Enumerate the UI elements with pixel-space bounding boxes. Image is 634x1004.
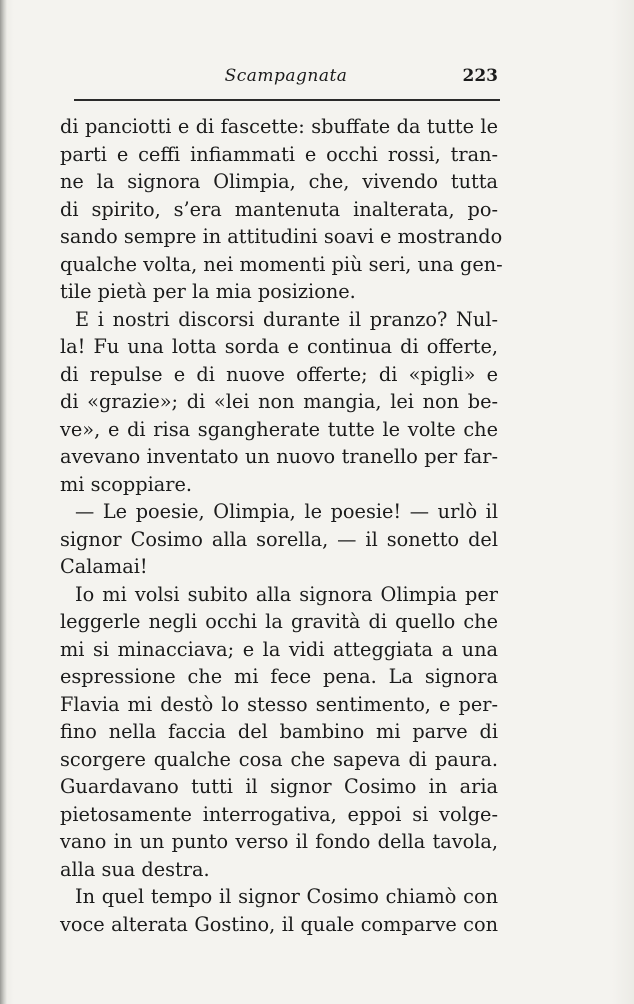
text-line: fino nella faccia del bambino mi parve di	[60, 720, 498, 743]
text-line: di panciotti e di fascette: sbuffate da tutte le	[60, 115, 498, 138]
text-line: Calamai!	[60, 555, 148, 578]
page-spine-shadow	[0, 0, 7, 1004]
text-line: la! Fu una lotta sorda e continua di offerte,	[60, 335, 498, 358]
text-line: parti e ceffi infiammati e occhi rossi, tran-	[60, 142, 498, 166]
text-line: Flavia mi destò lo stesso sentimento, e per-	[60, 692, 498, 716]
running-title: Scampagnata	[224, 66, 348, 86]
text-line: di repulse e di nuove offerte; di «pigli» e	[60, 362, 498, 386]
text-line: leggerle negli occhi la gravità di quello che	[60, 610, 498, 633]
text-line: ve», e di risa sgangherate tutte le volte che	[60, 417, 498, 441]
text-line: signor Cosimo alla sorella, — il sonetto del	[60, 527, 498, 551]
text-line: Guardavano tutti il signor Cosimo in aria	[60, 775, 498, 798]
text-line: mi scoppiare.	[60, 472, 192, 496]
text-line: di «grazie»; di «lei non mangia, lei non be-	[60, 390, 498, 413]
page-number: 223	[462, 66, 498, 86]
page-header	[74, 62, 498, 92]
text-line: pietosamente interrogativa, eppoi si volge-	[60, 802, 498, 826]
text-line: Io mi volsi subito alla signora Olimpia per	[75, 582, 498, 606]
text-line: sando sempre in attitudini soavi e mostrando	[60, 225, 503, 248]
text-line: voce alterata Gostino, il quale comparve con	[60, 912, 498, 936]
text-line: ne la signora Olimpia, che, vivendo tutta	[60, 170, 498, 193]
text-line: di spirito, s’era mantenuta inalterata, po-	[60, 197, 498, 221]
body-text	[60, 113, 503, 938]
text-line: avevano inventato un nuovo tranello per far-	[60, 445, 498, 468]
text-line: tile pietà per la mia posizione.	[60, 280, 356, 303]
text-line: scorgere qualche cosa che sapeva di paura.	[60, 747, 498, 771]
text-line: vano in un punto verso il fondo della tavola,	[60, 830, 498, 853]
text-line: E i nostri discorsi durante il pranzo? Nul-	[75, 307, 498, 331]
text-line: alla sua destra.	[60, 857, 210, 881]
text-line: mi si minacciava; e la vidi atteggiata a una	[60, 637, 498, 661]
text-line: — Le poesie, Olimpia, le poesie! — urlò il	[75, 500, 498, 523]
header-rule	[74, 99, 500, 101]
text-line: espressione che mi fece pena. La signora	[60, 665, 498, 688]
text-line: qualche volta, nei momenti più seri, una gen-	[60, 252, 503, 276]
text-line: In quel tempo il signor Cosimo chiamò con	[75, 885, 498, 908]
